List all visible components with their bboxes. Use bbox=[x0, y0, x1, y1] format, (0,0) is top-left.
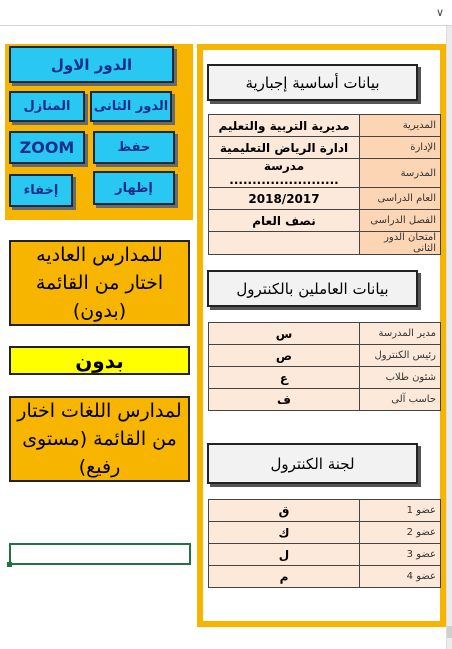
table-cell-label: امتحان الدور الثانى bbox=[360, 232, 441, 255]
table-row bbox=[209, 522, 441, 544]
table-row bbox=[209, 345, 441, 367]
regular-schools-note: للمدارس العاديه اختار من القائمة (بدون) bbox=[9, 240, 190, 326]
table-cell-value[interactable]: ف bbox=[209, 389, 360, 411]
table-row bbox=[209, 210, 441, 232]
school-type-select-cell[interactable]: بدون bbox=[9, 346, 190, 375]
table-cell-value[interactable]: 2018/2017 bbox=[209, 188, 360, 210]
committee-title: لجنة الكنترول bbox=[207, 443, 418, 484]
table-cell-label: رئيس الكنترول bbox=[360, 345, 441, 367]
table-cell-value[interactable]: نصف العام bbox=[209, 210, 360, 232]
first-round-button[interactable]: الدور الاول bbox=[9, 46, 174, 83]
table-cell-label: شئون طلاب bbox=[360, 367, 441, 389]
table-row bbox=[209, 188, 441, 210]
table-cell-label: عضو 2 bbox=[360, 522, 441, 544]
table-cell-value[interactable]: س bbox=[209, 323, 360, 345]
table-cell-value[interactable]: ادارة الرياض التعليمية bbox=[209, 137, 360, 159]
table-row bbox=[209, 232, 441, 255]
table-cell-value[interactable]: مديرية التربية والتعليم bbox=[209, 115, 360, 137]
control-staff-title: بيانات العاملين بالكنترول bbox=[207, 270, 418, 307]
zoom-button[interactable]: ZOOM bbox=[9, 131, 85, 164]
chevron-down-icon[interactable]: ∨ bbox=[435, 6, 444, 19]
table-cell-value[interactable]: ق bbox=[209, 500, 360, 522]
table-row bbox=[209, 115, 441, 137]
table-cell-label: عضو 4 bbox=[360, 566, 441, 588]
table-cell-value[interactable]: ل bbox=[209, 544, 360, 566]
active-cell[interactable] bbox=[9, 543, 191, 565]
committee-table bbox=[208, 499, 441, 588]
table-row bbox=[209, 159, 441, 188]
show-button[interactable]: إظهار bbox=[93, 171, 175, 205]
table-cell-label: الفصل الدراسى bbox=[360, 210, 441, 232]
table-cell-value[interactable]: مدرسة ........................ bbox=[209, 159, 360, 188]
table-cell-label: الإدارة bbox=[360, 137, 441, 159]
hide-button[interactable]: إخفاء bbox=[9, 174, 73, 207]
table-cell-label: حاسب آلى bbox=[360, 389, 441, 411]
save-button[interactable]: حفظ bbox=[93, 131, 175, 164]
basic-data-table bbox=[208, 114, 441, 255]
table-cell-value[interactable]: ص bbox=[209, 345, 360, 367]
table-cell-value[interactable]: م bbox=[209, 566, 360, 588]
control-staff-table bbox=[208, 322, 441, 411]
table-cell-label: عضو 3 bbox=[360, 544, 441, 566]
name-box-dropdown[interactable] bbox=[0, 0, 452, 26]
table-cell-label: المدرسة bbox=[360, 159, 441, 188]
table-row bbox=[209, 389, 441, 411]
language-schools-note: لمدارس اللغات اختار من القائمة (مستوى رفيع) bbox=[9, 396, 190, 482]
vertical-scrollbar[interactable] bbox=[446, 26, 452, 649]
homes-button[interactable]: المنازل bbox=[9, 91, 85, 122]
table-row bbox=[209, 323, 441, 345]
table-row bbox=[209, 500, 441, 522]
table-cell-value[interactable] bbox=[209, 232, 360, 255]
table-row bbox=[209, 137, 441, 159]
table-cell-label: عضو 1 bbox=[360, 500, 441, 522]
table-cell-value[interactable]: ع bbox=[209, 367, 360, 389]
table-cell-label: العام الدراسى bbox=[360, 188, 441, 210]
table-row bbox=[209, 367, 441, 389]
basic-data-title: بيانات أساسية إجبارية bbox=[207, 64, 418, 101]
table-cell-value[interactable]: ك bbox=[209, 522, 360, 544]
table-row bbox=[209, 544, 441, 566]
table-cell-label: المديرية bbox=[360, 115, 441, 137]
second-round-button[interactable]: الدور الثانى bbox=[90, 91, 172, 122]
table-cell-label: مدير المدرسة bbox=[360, 323, 441, 345]
table-row bbox=[209, 566, 441, 588]
